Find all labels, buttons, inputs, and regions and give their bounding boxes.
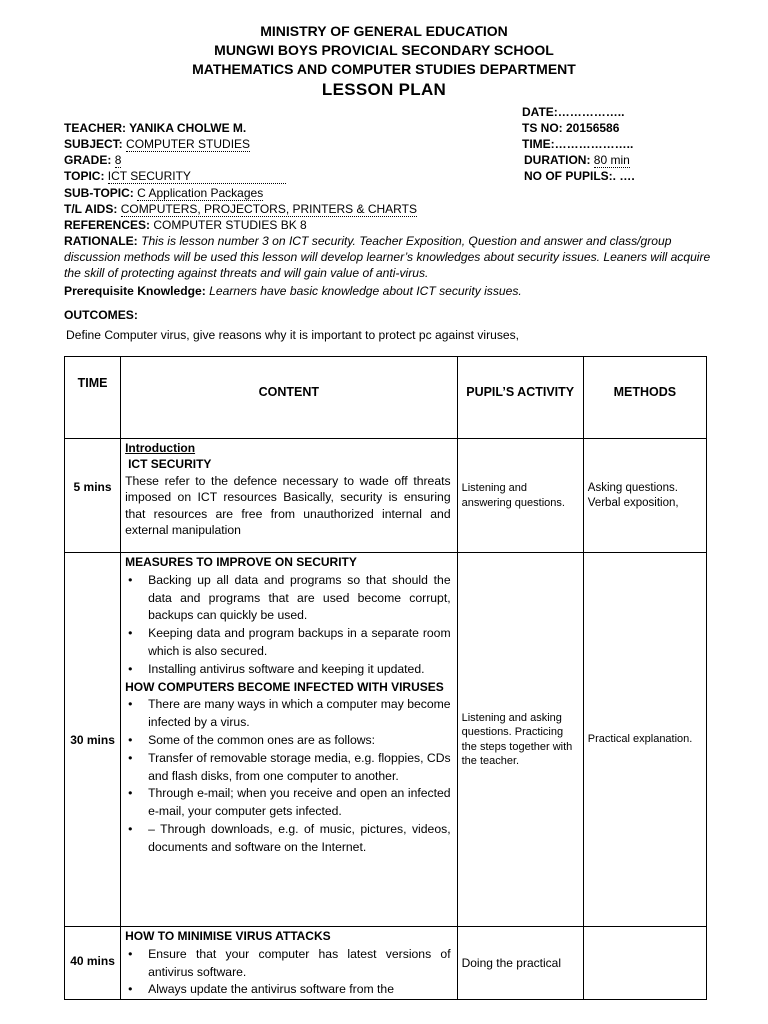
list-item: • Always update the antivirus software from the — [125, 981, 451, 999]
ict-security-heading: ICT SECURITY — [128, 457, 212, 472]
table-row — [65, 439, 707, 553]
outcomes-label: OUTCOMES: — [64, 308, 138, 322]
activity-cell: Listening and answering questions. — [457, 439, 583, 553]
intro-text: These refer to the defence necessary to wade off threats imposed on ICT resources Basically, security is ensuring that resources are free from unauthorized internal and external manipulation — [125, 473, 451, 538]
content-cell — [121, 553, 458, 927]
list-item: • Some of the common ones are as follows: — [125, 732, 451, 750]
activity-cell: Doing the practical — [457, 927, 583, 1000]
grade-field: GRADE: 8 — [64, 153, 122, 167]
ministry-heading: MINISTRY OF GENERAL EDUCATION — [260, 23, 508, 39]
header-content: CONTENT — [121, 357, 458, 439]
list-item: • Through e-mail; when you receive and open an infected e-mail, your computer gets infected. — [125, 785, 451, 821]
list-item: • Installing antivirus software and keeping it updated. — [125, 661, 451, 679]
infection-heading: HOW COMPUTERS BECOME INFECTED WITH VIRUSES — [125, 679, 444, 694]
measures-heading: MEASURES TO IMPROVE ON SECURITY — [125, 555, 357, 569]
methods-cell: Practical explanation. — [583, 553, 706, 927]
content-cell — [121, 927, 458, 1000]
activity-cell: Listening and asking questions. Practicing the steps together with the teacher. — [457, 553, 583, 927]
header-methods: METHODS — [583, 357, 706, 439]
methods-cell — [583, 927, 706, 1000]
methods-cell: Asking questions. Verbal exposition, — [583, 439, 706, 553]
list-item: • – Through downloads, e.g. of music, pictures, videos, documents and software on the Internet. — [125, 821, 451, 857]
list-item: • Keeping data and program backups in a separate room which is also secured. — [125, 625, 451, 661]
lesson-table — [64, 356, 707, 1000]
intro-heading: Introduction — [125, 441, 196, 455]
prerequisite-knowledge: Prerequisite Knowledge: Learners have basic knowledge about ICT security issues. — [64, 284, 522, 298]
subtopic-field: SUB-TOPIC: C Application Packages — [64, 186, 264, 200]
ts-number-field: TS NO: 20156586 — [522, 121, 620, 135]
department-heading: MATHEMATICS AND COMPUTER STUDIES DEPARTMENT — [192, 61, 576, 77]
teacher-field: TEACHER: YANIKA CHOLWE M. — [64, 121, 247, 135]
time-cell: 5 mins — [65, 439, 121, 553]
table-row — [65, 553, 707, 927]
page-title: LESSON PLAN — [321, 80, 447, 99]
list-item: • Backing up all data and programs so that should the data and programs that are used become corrupt, backups can quickly be used. — [125, 572, 451, 625]
table-header-row — [65, 357, 707, 439]
minimise-heading: HOW TO MINIMISE VIRUS ATTACKS — [125, 929, 331, 943]
time-cell: 40 mins — [65, 927, 121, 1000]
minimise-list — [125, 946, 451, 999]
list-item: • Ensure that your computer has latest versions of antivirus software. — [125, 946, 451, 982]
references-field: REFERENCES: COMPUTER STUDIES BK 8 — [64, 218, 307, 232]
list-item: • There are many ways in which a computer may become infected by a virus. — [125, 696, 451, 732]
infection-list — [125, 696, 451, 856]
school-heading: MUNGWI BOYS PROVICIAL SECONDARY SCHOOL — [214, 42, 554, 58]
time-field: TIME:……………….. — [522, 137, 634, 151]
topic-field: TOPIC: ICT SECURITY — [64, 168, 286, 184]
list-item: • Transfer of removable storage media, e.g. floppies, CDs and flash disks, from one computer to another. — [125, 750, 451, 786]
rationale: RATIONALE: This is lesson number 3 on ICT security. Teacher Exposition, Question and answer and class/group discussion methods will be used this lesson will develop learner’s knowledges about security issues. Leaners will acquire the skill of protecting against threats and will gain value of anti-virus. — [64, 234, 711, 280]
time-cell: 30 mins — [65, 553, 121, 927]
header-pupils-activity: PUPIL’S ACTIVITY — [457, 357, 583, 439]
pupils-field: NO OF PUPILS:. …. — [524, 169, 635, 183]
date-field: DATE:…………….. — [522, 105, 625, 119]
table-row — [65, 927, 707, 1000]
duration-field: DURATION: 80 min — [524, 153, 630, 167]
measures-list — [125, 572, 451, 679]
content-cell — [121, 439, 458, 553]
tl-aids-field: T/L AIDS: COMPUTERS, PROJECTORS, PRINTERS & CHARTS — [64, 202, 417, 216]
header-time: TIME — [65, 357, 121, 439]
subject-field: SUBJECT: COMPUTER STUDIES — [64, 137, 251, 151]
outcomes-text: Define Computer virus, give reasons why it is important to protect pc against viruses, — [66, 328, 520, 342]
